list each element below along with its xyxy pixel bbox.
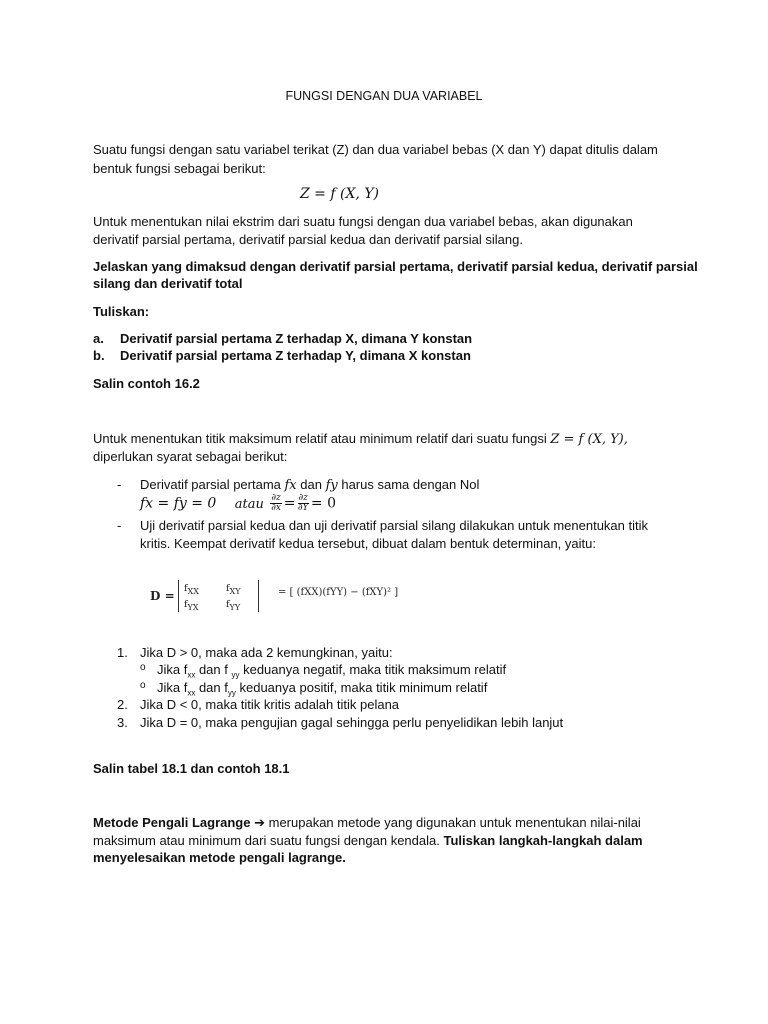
fyy-f: f — [226, 599, 230, 610]
fxy-f: f — [226, 583, 230, 594]
fxx-f: f — [184, 583, 188, 594]
s2-b: dan f — [195, 680, 228, 695]
list-item-b: Derivatif parsial pertama Z terhadap Y, dimana X konstan — [120, 348, 471, 363]
extreme-line-1: Untuk menentukan nilai ekstrim dari suatu fungsi dengan dua variabel bebas, akan digunakan — [93, 214, 633, 229]
fy-symbol: fy — [325, 478, 338, 493]
relatif-line-2: diperlukan syarat sebagai berikut: — [93, 449, 288, 464]
fyy-sub: YY — [229, 602, 241, 612]
page-title: FUNGSI DENGAN DUA VARIABEL — [285, 89, 483, 103]
arrow-right-icon: ➔ — [254, 815, 266, 830]
determinant-image — [140, 572, 399, 622]
frac2-den: ∂Y — [297, 503, 309, 513]
list-item-a: Derivatif parsial pertama Z terhadap X, dimana Y konstan — [120, 331, 473, 346]
determinant-rhs: = [ (fXX)(fYY) − (fXY)² ] — [278, 587, 399, 598]
frac1-num: ∂z — [271, 493, 281, 503]
eq-right: = 0 — [310, 495, 336, 512]
question-line-2: silang dan derivatif total — [93, 276, 243, 291]
s1-sub1: xx — [187, 670, 196, 680]
lagrange-line-2-bold: Tuliskan langkah-langkah dalam — [443, 833, 643, 848]
case-marker-3: 3. — [117, 715, 128, 730]
main-equation: Z = f (X, Y) — [300, 186, 380, 202]
s1-a: Jika f — [157, 662, 188, 677]
s1-b: dan f — [195, 662, 232, 677]
salin-tabel-18-1: Salin tabel 18.1 dan contoh 18.1 — [93, 761, 290, 776]
eq-left: fx = fy = 0 — [140, 495, 217, 512]
cell-fxx — [184, 583, 199, 596]
condition-item-1-pre: Derivatif parsial pertama — [140, 477, 285, 492]
tuliskan-heading: Tuliskan: — [93, 304, 150, 319]
frac2-num: ∂z — [298, 493, 308, 503]
fxx-sub: XX — [187, 586, 199, 596]
cell-fyy — [226, 599, 240, 612]
salin-contoh-16-2: Salin contoh 16.2 — [93, 376, 200, 391]
intro-line-1: Suatu fungsi dengan satu variabel terikat (Z) dan dua variabel bebas (X dan Y) dapat ditulis dalam — [93, 142, 658, 157]
cell-fyx — [184, 599, 199, 612]
fx-symbol: fx — [284, 478, 297, 493]
determinant-left-bar — [178, 580, 179, 612]
condition-item-2-line-1: Uji derivatif parsial kedua dan uji derivatif parsial silang dilakukan untuk menentukan titik — [140, 518, 648, 533]
fyx-f: f — [184, 599, 188, 610]
s2-sub2: yy — [227, 688, 236, 698]
lagrange-line-1-rest: merupakan metode yang digunakan untuk menentukan nilai-nilai — [265, 815, 641, 830]
s1-sub2: yy — [231, 670, 240, 680]
determinant-label: D = — [150, 589, 175, 603]
s2-sub1: xx — [187, 688, 196, 698]
lagrange-line-3: menyelesaikan metode pengali lagrange. — [93, 850, 346, 865]
condition-item-1-mid: dan — [296, 477, 326, 492]
lagrange-heading: Metode Pengali Lagrange — [93, 815, 251, 830]
extreme-line-2: derivatif parsial pertama, derivatif parsial kedua dan derivatif parsial silang. — [93, 232, 523, 247]
fxy-sub: XY — [229, 586, 241, 596]
subcase-item-1 — [157, 662, 506, 680]
case-marker-1: 1. — [117, 645, 128, 660]
subcase-bullet-1: o — [140, 662, 146, 673]
case-item-2: Jika D < 0, maka titik kritis adalah titik pelana — [140, 697, 400, 712]
subcase-bullet-2: o — [140, 680, 146, 691]
fraction-dz-dx — [270, 494, 281, 513]
list-marker-b: b. — [93, 348, 105, 363]
case-item-1: Jika D > 0, maka ada 2 kemungkinan, yaitu: — [140, 645, 393, 660]
condition-dash-1: - — [117, 477, 122, 492]
fraction-dz-dy — [298, 494, 309, 513]
eq-atau: atau — [234, 496, 264, 512]
determinant-right-bar — [258, 580, 259, 612]
question-line-1: Jelaskan yang dimaksud dengan derivatif parsial pertama, derivatif parsial kedua, derivatif parsial — [93, 259, 698, 274]
s1-c: keduanya negatif, maka titik maksimum relatif — [239, 662, 507, 677]
fyx-sub: YX — [187, 602, 199, 612]
s2-a: Jika f — [157, 680, 188, 695]
case-marker-2: 2. — [117, 697, 128, 712]
condition-dash-2: - — [117, 518, 122, 533]
list-marker-a: a. — [93, 331, 104, 346]
condition-item-1-post: harus sama dengan Nol — [337, 477, 480, 492]
condition-item-2-line-2: kritis. Keempat derivatif kedua tersebut, dibuat dalam bentuk determinan, yaitu: — [140, 536, 596, 551]
relatif-line-1 — [93, 431, 628, 447]
s2-c: keduanya positif, maka titik minimum relatif — [235, 680, 488, 695]
lagrange-line-1 — [93, 815, 641, 831]
relatif-equation: Z = f (X, Y), — [550, 432, 628, 447]
lagrange-line-2-normal: maksimum atau minimum dari suatu fungsi dengan kendala. — [93, 833, 444, 848]
intro-line-2: bentuk fungsi sebagai berikut: — [93, 161, 266, 176]
condition-item-1 — [140, 477, 479, 493]
partial-equation — [140, 494, 336, 513]
eq-equals: = — [283, 495, 296, 512]
relatif-line-1-text: Untuk menentukan titik maksimum relatif atau minimum relatif dari suatu fungsi — [93, 431, 551, 446]
lagrange-line-2 — [93, 833, 643, 848]
cell-fxy — [226, 583, 241, 596]
subcase-item-2 — [157, 680, 487, 698]
frac1-den: ∂x — [271, 503, 281, 513]
case-item-3: Jika D = 0, maka pengujian gagal sehingga perlu penyelidikan lebih lanjut — [140, 715, 564, 730]
